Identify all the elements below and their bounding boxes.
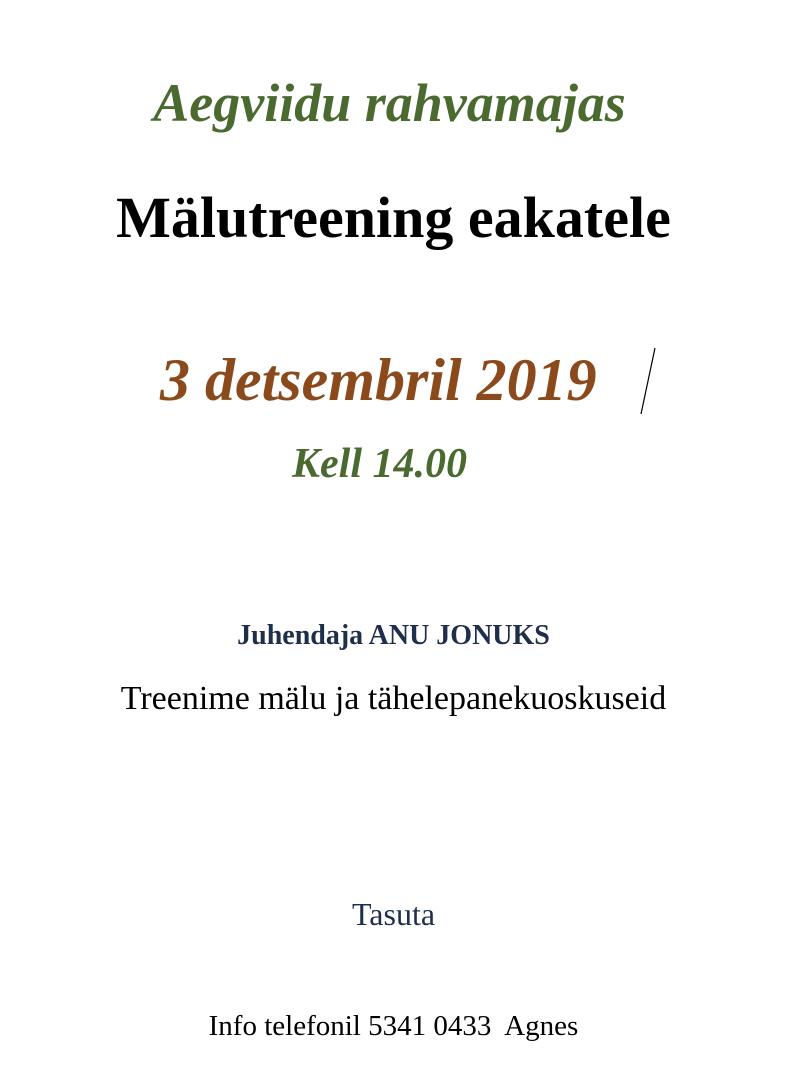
price-label: Tasuta — [351, 896, 436, 932]
event-title: Mälutreening eakatele — [116, 185, 671, 250]
contact-info: Info telefonil 5341 0433 Agnes — [208, 1010, 579, 1042]
venue-heading: Aegviidu rahvamajas — [153, 73, 626, 133]
slash-mark-icon — [637, 346, 659, 416]
event-date: 3 detsembril 2019 — [160, 347, 597, 413]
event-time: Kell 14.00 — [292, 441, 467, 487]
event-description: Treenime mälu ja tähelepanekuoskuseid — [120, 680, 667, 717]
instructor-line: Juhendaja ANU JONUKS — [237, 620, 550, 651]
